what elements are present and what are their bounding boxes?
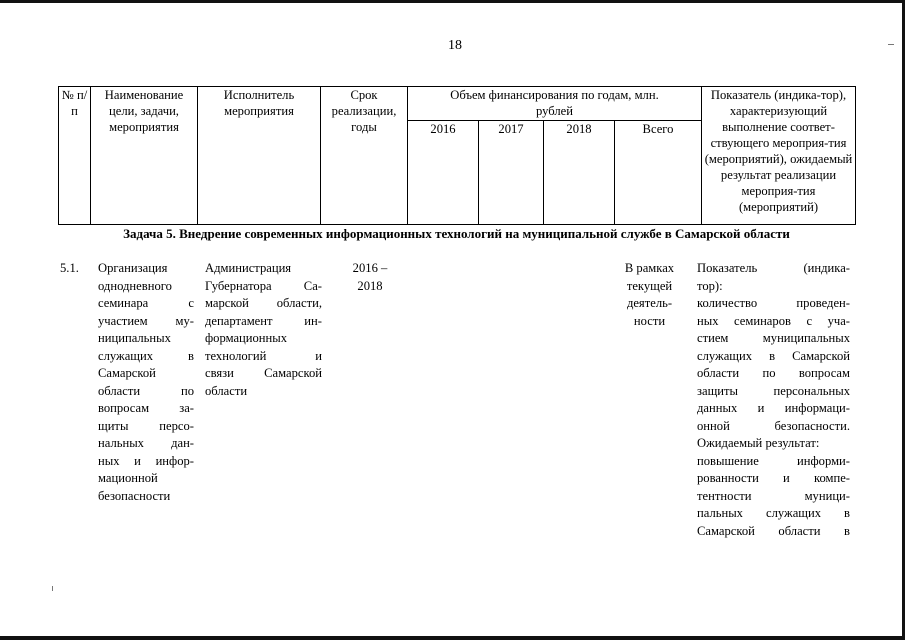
- row-period: [330, 260, 410, 295]
- row-indicator-line: рованности и компе-: [697, 471, 850, 485]
- row-indicator-line: Ожидаемый результат:: [697, 436, 820, 450]
- row-indicator-line: области по вопросам: [697, 366, 850, 380]
- header-num: № п/п: [59, 87, 91, 225]
- row-indicator-line: онной безопасности.: [697, 418, 850, 433]
- row-indicator-line: служащих в Самарской: [697, 348, 850, 363]
- header-year-2016: 2016: [408, 121, 479, 225]
- row-name-line: Организация: [98, 261, 168, 275]
- row-name-line: щиты персо-: [98, 418, 194, 433]
- row-indicator-line: количество проведен-: [697, 296, 850, 310]
- row-period-line: 2018: [357, 278, 383, 293]
- row-total-line: ности: [633, 313, 666, 328]
- row-name: [98, 260, 194, 505]
- row-total-line: текущей: [626, 278, 673, 293]
- row-total: [612, 260, 687, 330]
- scan-border-top: [0, 0, 905, 3]
- row-executor: [205, 260, 322, 400]
- scan-border-bottom: [0, 636, 905, 640]
- row-name-line: вопросам за-: [98, 401, 194, 415]
- row-name-line: однодневного: [98, 278, 172, 293]
- row-executor-line: марской области,: [205, 296, 322, 310]
- row-indicator-line: повышение информи-: [697, 453, 850, 468]
- row-indicator-line: защиты персональных: [697, 383, 850, 398]
- row-name-line: области по: [98, 383, 194, 398]
- row-executor-line: Администрация: [205, 261, 292, 275]
- header-financing: Объем финансирования по годам, млн. рублей: [408, 87, 702, 121]
- scan-speck: [52, 586, 53, 591]
- header-year-2018: 2018: [544, 121, 615, 225]
- header-year-2017: 2017: [479, 121, 544, 225]
- row-name-line: Самарской: [98, 366, 156, 380]
- row-executor-line: области: [205, 383, 248, 398]
- row-name-line: семинара с: [98, 296, 194, 310]
- task-title: Задача 5. Внедрение современных информационных технологий на муниципальной службе в Самарской области: [123, 226, 790, 241]
- row-executor-line: технологий и: [205, 348, 322, 363]
- row-indicator-line: данных и информаци-: [697, 401, 850, 415]
- row-indicator-line: ных семинаров с уча-: [697, 313, 850, 328]
- header-name: Наименование цели, задачи, мероприятия: [91, 87, 198, 225]
- header-executor: Исполнитель мероприятия: [198, 87, 321, 225]
- header-total: Всего: [615, 121, 702, 225]
- row-number: 5.1.: [60, 261, 79, 275]
- row-indicator-line: стием муниципальных: [697, 331, 850, 345]
- scan-speck: [888, 44, 894, 45]
- page-number: 18: [448, 38, 462, 53]
- row-indicator-line: пальных служащих в: [697, 506, 850, 520]
- row-name-line: служащих в: [98, 348, 194, 363]
- row-name-line: нальных дан-: [98, 436, 194, 450]
- row-executor-line: департамент ин-: [205, 313, 322, 328]
- row-executor-line: формационных: [205, 331, 288, 345]
- row-name-line: ниципальных: [98, 331, 171, 345]
- row-indicator-line: тор):: [697, 278, 723, 293]
- row-executor-line: связи Самарской: [205, 366, 322, 380]
- row-indicator-line: тентности муници-: [697, 488, 850, 503]
- table-header: [58, 86, 856, 225]
- row-indicator: [697, 260, 850, 540]
- row-name-line: ных и инфор-: [98, 453, 194, 468]
- row-total-line: В рамках: [624, 261, 675, 275]
- row-name-line: безопасности: [98, 488, 171, 503]
- row-name-line: участием му-: [98, 313, 194, 328]
- row-executor-line: Губернатора Са-: [205, 278, 322, 293]
- header-period: Срок реализации, годы: [321, 87, 408, 225]
- row-indicator-line: Самарской области в: [697, 523, 850, 538]
- row-total-line: деятель-: [626, 296, 673, 310]
- header-indicator: Показатель (индика-тор), характеризующий выполнение соответ-ствующего мероприя-тия (мероприятий), ожидаемый результат реализации мероприя-тия (мероприятий): [702, 87, 856, 225]
- row-indicator-line: Показатель (индика-: [697, 261, 850, 275]
- row-name-line: мационной: [98, 471, 158, 485]
- row-period-line: 2016 –: [352, 261, 388, 275]
